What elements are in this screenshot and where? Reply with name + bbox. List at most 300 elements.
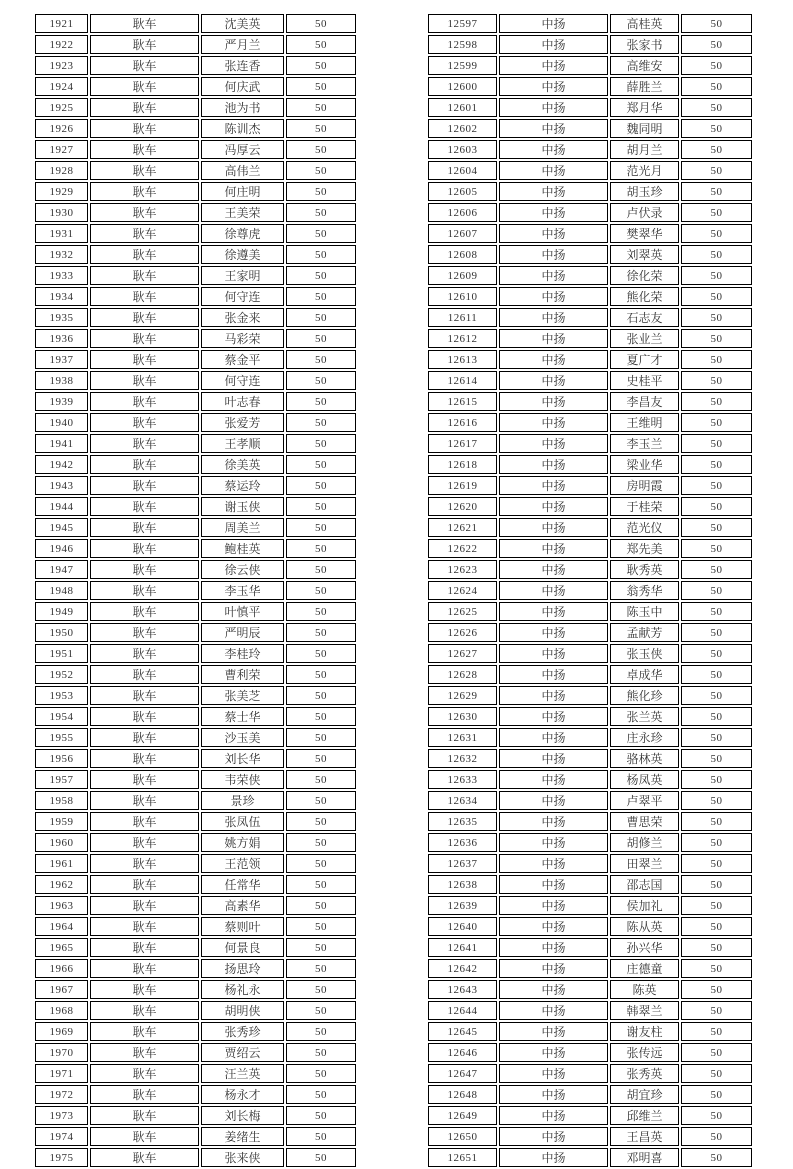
name-cell: 熊化珍 (610, 686, 679, 705)
table-row (35, 1043, 356, 1062)
location-cell: 耿车 (90, 287, 199, 306)
serial-cell: 12612 (428, 329, 497, 348)
value-cell: 50 (286, 413, 356, 432)
serial-cell: 1947 (35, 560, 88, 579)
name-cell: 熊化荣 (610, 287, 679, 306)
name-cell: 杨礼永 (201, 980, 284, 999)
location-cell: 中扬 (499, 854, 608, 873)
table-row (35, 413, 356, 432)
table-row (35, 1022, 356, 1041)
location-cell: 中扬 (499, 518, 608, 537)
serial-cell: 12623 (428, 560, 497, 579)
table-row (428, 812, 752, 831)
name-cell: 李桂玲 (201, 644, 284, 663)
table-row (35, 623, 356, 642)
value-cell: 50 (681, 959, 752, 978)
table-row (35, 791, 356, 810)
name-cell: 王范领 (201, 854, 284, 873)
name-cell: 何守连 (201, 287, 284, 306)
serial-cell: 12626 (428, 623, 497, 642)
value-cell: 50 (681, 119, 752, 138)
table-row (35, 1001, 356, 1020)
name-cell: 叶志春 (201, 392, 284, 411)
location-cell: 中扬 (499, 917, 608, 936)
table-row (35, 308, 356, 327)
value-cell: 50 (286, 287, 356, 306)
table-row (35, 707, 356, 726)
serial-cell: 1937 (35, 350, 88, 369)
name-cell: 张家书 (610, 35, 679, 54)
location-cell: 中扬 (499, 266, 608, 285)
table-row (35, 287, 356, 306)
table-row (35, 161, 356, 180)
value-cell: 50 (681, 413, 752, 432)
location-cell: 耿车 (90, 518, 199, 537)
table-row (35, 812, 356, 831)
serial-cell: 12636 (428, 833, 497, 852)
value-cell: 50 (286, 1064, 356, 1083)
name-cell: 陈从英 (610, 917, 679, 936)
location-cell: 中扬 (499, 602, 608, 621)
location-cell: 中扬 (499, 812, 608, 831)
location-cell: 中扬 (499, 1064, 608, 1083)
location-cell: 耿车 (90, 1127, 199, 1146)
value-cell: 50 (681, 917, 752, 936)
table-row (428, 770, 752, 789)
serial-cell: 12637 (428, 854, 497, 873)
serial-cell: 12651 (428, 1148, 497, 1167)
name-cell: 徐化荣 (610, 266, 679, 285)
location-cell: 耿车 (90, 917, 199, 936)
serial-cell: 1948 (35, 581, 88, 600)
value-cell: 50 (681, 329, 752, 348)
table-row (428, 959, 752, 978)
serial-cell: 12649 (428, 1106, 497, 1125)
table-row (428, 896, 752, 915)
table-row (428, 140, 752, 159)
value-cell: 50 (286, 392, 356, 411)
name-cell: 扬思玲 (201, 959, 284, 978)
table-row (35, 665, 356, 684)
value-cell: 50 (286, 203, 356, 222)
name-cell: 何守连 (201, 371, 284, 390)
name-cell: 卢翠平 (610, 791, 679, 810)
serial-cell: 12629 (428, 686, 497, 705)
table-row (428, 602, 752, 621)
table-row (428, 434, 752, 453)
name-cell: 陈玉中 (610, 602, 679, 621)
value-cell: 50 (286, 749, 356, 768)
value-cell: 50 (286, 308, 356, 327)
location-cell: 耿车 (90, 770, 199, 789)
table-row (428, 1022, 752, 1041)
table-row (428, 1148, 752, 1167)
location-cell: 中扬 (499, 98, 608, 117)
serial-cell: 1972 (35, 1085, 88, 1104)
serial-cell: 1927 (35, 140, 88, 159)
location-cell: 中扬 (499, 308, 608, 327)
name-cell: 陈训杰 (201, 119, 284, 138)
location-cell: 耿车 (90, 497, 199, 516)
name-cell: 翁秀华 (610, 581, 679, 600)
name-cell: 蔡运玲 (201, 476, 284, 495)
serial-cell: 1973 (35, 1106, 88, 1125)
serial-cell: 1974 (35, 1127, 88, 1146)
serial-cell: 12615 (428, 392, 497, 411)
serial-cell: 1929 (35, 182, 88, 201)
serial-cell: 1936 (35, 329, 88, 348)
name-cell: 高素华 (201, 896, 284, 915)
name-cell: 郑先美 (610, 539, 679, 558)
location-cell: 耿车 (90, 560, 199, 579)
name-cell: 王美荣 (201, 203, 284, 222)
value-cell: 50 (681, 791, 752, 810)
table-row (428, 371, 752, 390)
table-row (428, 413, 752, 432)
serial-cell: 1938 (35, 371, 88, 390)
table-row (428, 623, 752, 642)
value-cell: 50 (681, 287, 752, 306)
location-cell: 耿车 (90, 959, 199, 978)
table-row (35, 1148, 356, 1167)
table-row (428, 203, 752, 222)
location-cell: 中扬 (499, 959, 608, 978)
value-cell: 50 (681, 749, 752, 768)
serial-cell: 1951 (35, 644, 88, 663)
serial-cell: 12641 (428, 938, 497, 957)
table-row (428, 1085, 752, 1104)
serial-cell: 1945 (35, 518, 88, 537)
serial-cell: 12600 (428, 77, 497, 96)
serial-cell: 1953 (35, 686, 88, 705)
table-row (35, 644, 356, 663)
table-row (428, 749, 752, 768)
location-cell: 中扬 (499, 539, 608, 558)
name-cell: 贾绍云 (201, 1043, 284, 1062)
name-cell: 邓明喜 (610, 1148, 679, 1167)
name-cell: 夏广才 (610, 350, 679, 369)
serial-cell: 12607 (428, 224, 497, 243)
name-cell: 叶慎平 (201, 602, 284, 621)
location-cell: 中扬 (499, 350, 608, 369)
serial-cell: 12619 (428, 476, 497, 495)
location-cell: 耿车 (90, 1106, 199, 1125)
name-cell: 刘翠英 (610, 245, 679, 264)
serial-cell: 12605 (428, 182, 497, 201)
location-cell: 耿车 (90, 854, 199, 873)
serial-cell: 1942 (35, 455, 88, 474)
name-cell: 鲍桂英 (201, 539, 284, 558)
name-cell: 曹思荣 (610, 812, 679, 831)
location-cell: 耿车 (90, 749, 199, 768)
serial-cell: 12645 (428, 1022, 497, 1041)
serial-cell: 12604 (428, 161, 497, 180)
name-cell: 杨永才 (201, 1085, 284, 1104)
name-cell: 孙兴华 (610, 938, 679, 957)
table-row (428, 833, 752, 852)
value-cell: 50 (286, 686, 356, 705)
location-cell: 中扬 (499, 644, 608, 663)
serial-cell: 12627 (428, 644, 497, 663)
value-cell: 50 (681, 1148, 752, 1167)
serial-cell: 12639 (428, 896, 497, 915)
table-row (35, 896, 356, 915)
name-cell: 李玉兰 (610, 434, 679, 453)
value-cell: 50 (286, 665, 356, 684)
name-cell: 谢玉侠 (201, 497, 284, 516)
location-cell: 耿车 (90, 413, 199, 432)
value-cell: 50 (681, 1001, 752, 1020)
location-cell: 中扬 (499, 14, 608, 33)
location-cell: 中扬 (499, 1022, 608, 1041)
location-cell: 耿车 (90, 392, 199, 411)
name-cell: 任常华 (201, 875, 284, 894)
value-cell: 50 (286, 581, 356, 600)
table-row (35, 1127, 356, 1146)
table-row (428, 287, 752, 306)
name-cell: 沙玉美 (201, 728, 284, 747)
value-cell: 50 (681, 1127, 752, 1146)
value-cell: 50 (681, 140, 752, 159)
location-cell: 耿车 (90, 602, 199, 621)
location-cell: 中扬 (499, 224, 608, 243)
table-row (35, 749, 356, 768)
name-cell: 蔡士华 (201, 707, 284, 726)
value-cell: 50 (681, 581, 752, 600)
serial-cell: 12598 (428, 35, 497, 54)
name-cell: 郑月华 (610, 98, 679, 117)
name-cell: 汪兰英 (201, 1064, 284, 1083)
location-cell: 耿车 (90, 245, 199, 264)
location-cell: 中扬 (499, 1043, 608, 1062)
serial-cell: 1924 (35, 77, 88, 96)
table-row (428, 392, 752, 411)
value-cell: 50 (286, 1001, 356, 1020)
table-row (428, 1127, 752, 1146)
location-cell: 中扬 (499, 287, 608, 306)
name-cell: 胡明侠 (201, 1001, 284, 1020)
location-cell: 中扬 (499, 182, 608, 201)
value-cell: 50 (286, 56, 356, 75)
table-row (428, 791, 752, 810)
serial-cell: 1925 (35, 98, 88, 117)
serial-cell: 12599 (428, 56, 497, 75)
location-cell: 耿车 (90, 182, 199, 201)
value-cell: 50 (286, 455, 356, 474)
value-cell: 50 (286, 812, 356, 831)
name-cell: 张玉侠 (610, 644, 679, 663)
location-cell: 耿车 (90, 329, 199, 348)
serial-cell: 1933 (35, 266, 88, 285)
serial-cell: 12618 (428, 455, 497, 474)
location-cell: 耿车 (90, 35, 199, 54)
value-cell: 50 (286, 644, 356, 663)
table-row (428, 1106, 752, 1125)
serial-cell: 12642 (428, 959, 497, 978)
table-row (35, 266, 356, 285)
location-cell: 中扬 (499, 455, 608, 474)
name-cell: 曹利荣 (201, 665, 284, 684)
table-row (428, 1001, 752, 1020)
name-cell: 王昌英 (610, 1127, 679, 1146)
value-cell: 50 (681, 497, 752, 516)
name-cell: 徐云侠 (201, 560, 284, 579)
value-cell: 50 (286, 245, 356, 264)
serial-cell: 1922 (35, 35, 88, 54)
name-cell: 孟献芳 (610, 623, 679, 642)
table-row (35, 980, 356, 999)
table-row (428, 1043, 752, 1062)
value-cell: 50 (681, 623, 752, 642)
serial-cell: 1961 (35, 854, 88, 873)
name-cell: 张兰英 (610, 707, 679, 726)
name-cell: 高维安 (610, 56, 679, 75)
name-cell: 马彩荣 (201, 329, 284, 348)
serial-cell: 1963 (35, 896, 88, 915)
name-cell: 梁业华 (610, 455, 679, 474)
serial-cell: 12644 (428, 1001, 497, 1020)
serial-cell: 1921 (35, 14, 88, 33)
serial-cell: 1970 (35, 1043, 88, 1062)
value-cell: 50 (681, 812, 752, 831)
location-cell: 中扬 (499, 476, 608, 495)
value-cell: 50 (681, 833, 752, 852)
serial-cell: 12610 (428, 287, 497, 306)
table-row (428, 917, 752, 936)
name-cell: 谢友柱 (610, 1022, 679, 1041)
location-cell: 耿车 (90, 161, 199, 180)
value-cell: 50 (286, 140, 356, 159)
table-row (35, 833, 356, 852)
table-row (35, 1106, 356, 1125)
value-cell: 50 (681, 56, 752, 75)
name-cell: 王家明 (201, 266, 284, 285)
table-row (428, 581, 752, 600)
location-cell: 耿车 (90, 686, 199, 705)
name-cell: 高伟兰 (201, 161, 284, 180)
serial-cell: 1958 (35, 791, 88, 810)
table-row (35, 140, 356, 159)
location-cell: 中扬 (499, 1127, 608, 1146)
name-cell: 卢伏录 (610, 203, 679, 222)
serial-cell: 1943 (35, 476, 88, 495)
location-cell: 耿车 (90, 1001, 199, 1020)
value-cell: 50 (286, 119, 356, 138)
value-cell: 50 (286, 98, 356, 117)
location-cell: 耿车 (90, 1085, 199, 1104)
value-cell: 50 (286, 959, 356, 978)
serial-cell: 12624 (428, 581, 497, 600)
serial-cell: 12603 (428, 140, 497, 159)
value-cell: 50 (286, 224, 356, 243)
name-cell: 姜绪生 (201, 1127, 284, 1146)
name-cell: 张美芝 (201, 686, 284, 705)
value-cell: 50 (286, 371, 356, 390)
table-row (428, 350, 752, 369)
value-cell: 50 (681, 707, 752, 726)
table-row (35, 917, 356, 936)
serial-cell: 1952 (35, 665, 88, 684)
serial-cell: 12635 (428, 812, 497, 831)
location-cell: 耿车 (90, 812, 199, 831)
serial-cell: 1964 (35, 917, 88, 936)
table-row (35, 518, 356, 537)
value-cell: 50 (681, 518, 752, 537)
table-row (428, 875, 752, 894)
location-cell: 中扬 (499, 749, 608, 768)
table-row (428, 476, 752, 495)
location-cell: 中扬 (499, 1106, 608, 1125)
table-row (35, 350, 356, 369)
location-cell: 耿车 (90, 14, 199, 33)
value-cell: 50 (286, 518, 356, 537)
table-row (35, 728, 356, 747)
table-row (35, 77, 356, 96)
location-cell: 中扬 (499, 413, 608, 432)
serial-cell: 1956 (35, 749, 88, 768)
serial-cell: 1975 (35, 1148, 88, 1167)
value-cell: 50 (681, 77, 752, 96)
serial-cell: 12647 (428, 1064, 497, 1083)
location-cell: 中扬 (499, 833, 608, 852)
name-cell: 张传远 (610, 1043, 679, 1062)
value-cell: 50 (286, 539, 356, 558)
name-cell: 田翠兰 (610, 854, 679, 873)
location-cell: 中扬 (499, 434, 608, 453)
name-cell: 刘长华 (201, 749, 284, 768)
serial-cell: 12617 (428, 434, 497, 453)
serial-cell: 1949 (35, 602, 88, 621)
location-cell: 中扬 (499, 1085, 608, 1104)
value-cell: 50 (286, 1106, 356, 1125)
serial-cell: 1934 (35, 287, 88, 306)
right-roster-table (426, 12, 754, 1169)
location-cell: 耿车 (90, 875, 199, 894)
table-row (35, 14, 356, 33)
location-cell: 中扬 (499, 245, 608, 264)
serial-cell: 12643 (428, 980, 497, 999)
table-row (428, 560, 752, 579)
value-cell: 50 (286, 854, 356, 873)
name-cell: 张爱芳 (201, 413, 284, 432)
location-cell: 中扬 (499, 1001, 608, 1020)
value-cell: 50 (681, 203, 752, 222)
location-cell: 中扬 (499, 581, 608, 600)
location-cell: 耿车 (90, 455, 199, 474)
value-cell: 50 (681, 35, 752, 54)
value-cell: 50 (286, 896, 356, 915)
value-cell: 50 (286, 35, 356, 54)
serial-cell: 1928 (35, 161, 88, 180)
table-row (35, 602, 356, 621)
table-row (35, 329, 356, 348)
value-cell: 50 (681, 455, 752, 474)
table-row (428, 14, 752, 33)
location-cell: 耿车 (90, 665, 199, 684)
name-cell: 胡宜珍 (610, 1085, 679, 1104)
location-cell: 耿车 (90, 1064, 199, 1083)
location-cell: 耿车 (90, 707, 199, 726)
location-cell: 中扬 (499, 140, 608, 159)
serial-cell: 1941 (35, 434, 88, 453)
location-cell: 耿车 (90, 1043, 199, 1062)
serial-cell: 12625 (428, 602, 497, 621)
table-row (35, 959, 356, 978)
serial-cell: 12597 (428, 14, 497, 33)
table-row (428, 329, 752, 348)
table-row (428, 854, 752, 873)
location-cell: 耿车 (90, 308, 199, 327)
